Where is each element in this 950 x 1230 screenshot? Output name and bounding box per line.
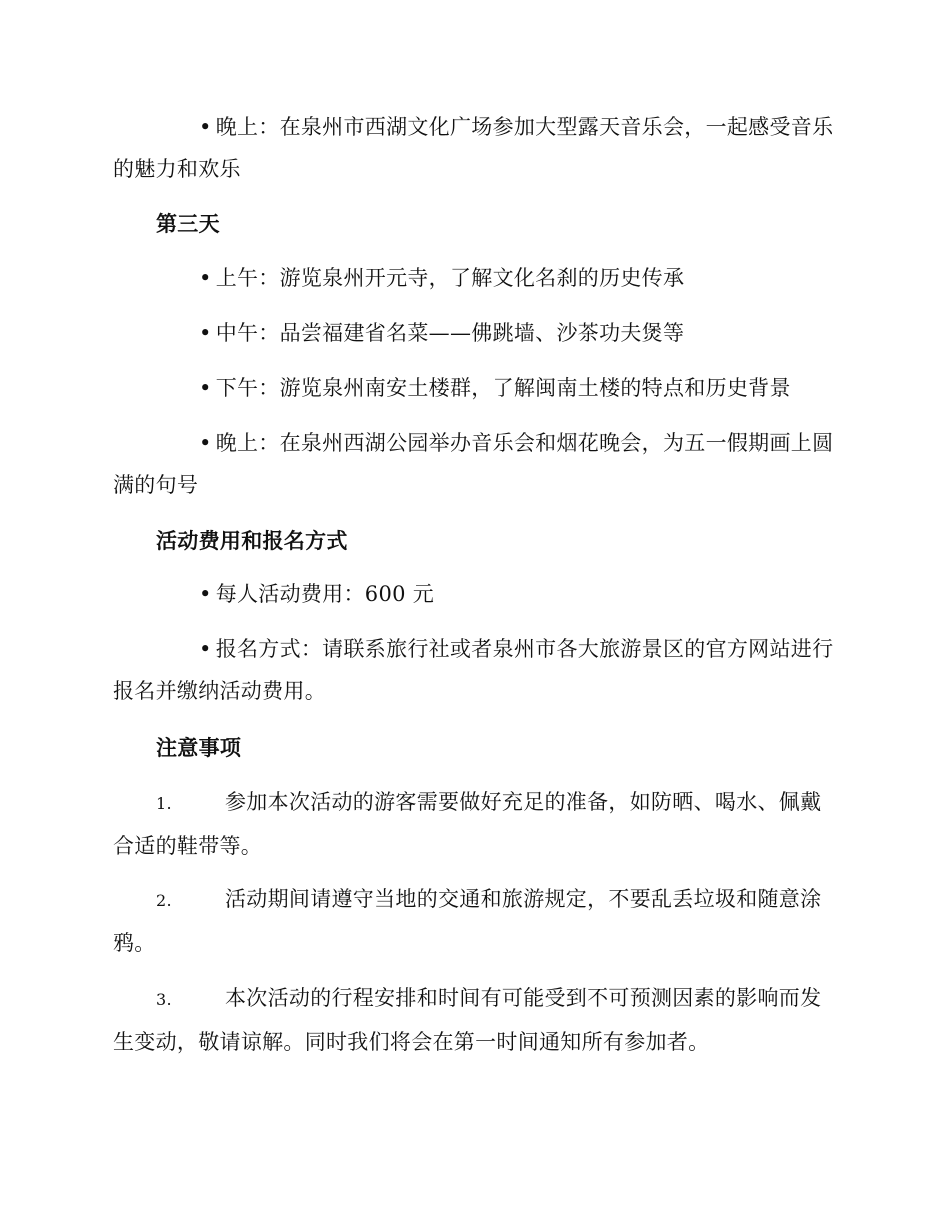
fees-item-text: 报名方式：请联系旅行社或者泉州市各大旅游景区的官方网站进行报名并缴纳活动费用。: [113, 637, 834, 703]
list-number: 2.: [156, 891, 172, 910]
bullet-dot: •: [199, 637, 212, 661]
notes-heading: 注意事项: [156, 735, 242, 760]
list-number: 1.: [156, 794, 172, 813]
bullet-dot: •: [199, 431, 212, 455]
bullet-dot: •: [199, 321, 212, 345]
bullet-dot: •: [199, 115, 212, 139]
day3-item-morning: [113, 257, 835, 299]
day3-item-text: 晚上：在泉州西湖公园举办音乐会和烟花晚会，为五一假期画上圆满的句号: [113, 431, 834, 497]
notes-item-text: 参加本次活动的游客需要做好充足的准备，如防晒、喝水、佩戴合适的鞋带等。: [113, 790, 822, 858]
fees-heading: 活动费用和报名方式: [156, 528, 348, 553]
day3-item-text: 中午：品尝福建省名菜——佛跳墙、沙茶功夫煲等: [215, 321, 685, 345]
fees-item-signup: [113, 628, 835, 712]
list-number: 3.: [156, 990, 172, 1009]
day3-item-evening: [113, 422, 835, 506]
day3-item-noon: [113, 312, 835, 354]
notes-item-text: 活动期间请遵守当地的交通和旅游规定，不要乱丢垃圾和随意涂鸦。: [113, 887, 822, 955]
bullet-dot: •: [199, 376, 212, 400]
fees-item-cost: [113, 573, 835, 615]
day3-heading: 第三天: [156, 211, 220, 236]
notes-item-1: [113, 781, 835, 867]
notes-item-text: 本次活动的行程安排和时间有可能受到不可预测因素的影响而发生变动，敬请谅解。同时我们将会在第一时间通知所有参加者。: [113, 986, 822, 1054]
bullet-dot: •: [199, 582, 212, 606]
day3-item-text: 上午：游览泉州开元寺，了解文化名刹的历史传承: [215, 266, 685, 290]
day2-evening-text: 晚上：在泉州市西湖文化广场参加大型露天音乐会，一起感受音乐的魅力和欢乐: [113, 115, 834, 181]
day2-evening-item: [113, 106, 835, 190]
bullet-dot: •: [199, 266, 212, 290]
notes-item-3: [113, 977, 835, 1063]
notes-item-2: [113, 878, 835, 964]
fees-item-text: 每人活动费用：600 元: [215, 582, 435, 606]
day3-item-afternoon: [113, 367, 835, 409]
day3-item-text: 下午：游览泉州南安土楼群，了解闽南土楼的特点和历史背景: [215, 376, 791, 400]
